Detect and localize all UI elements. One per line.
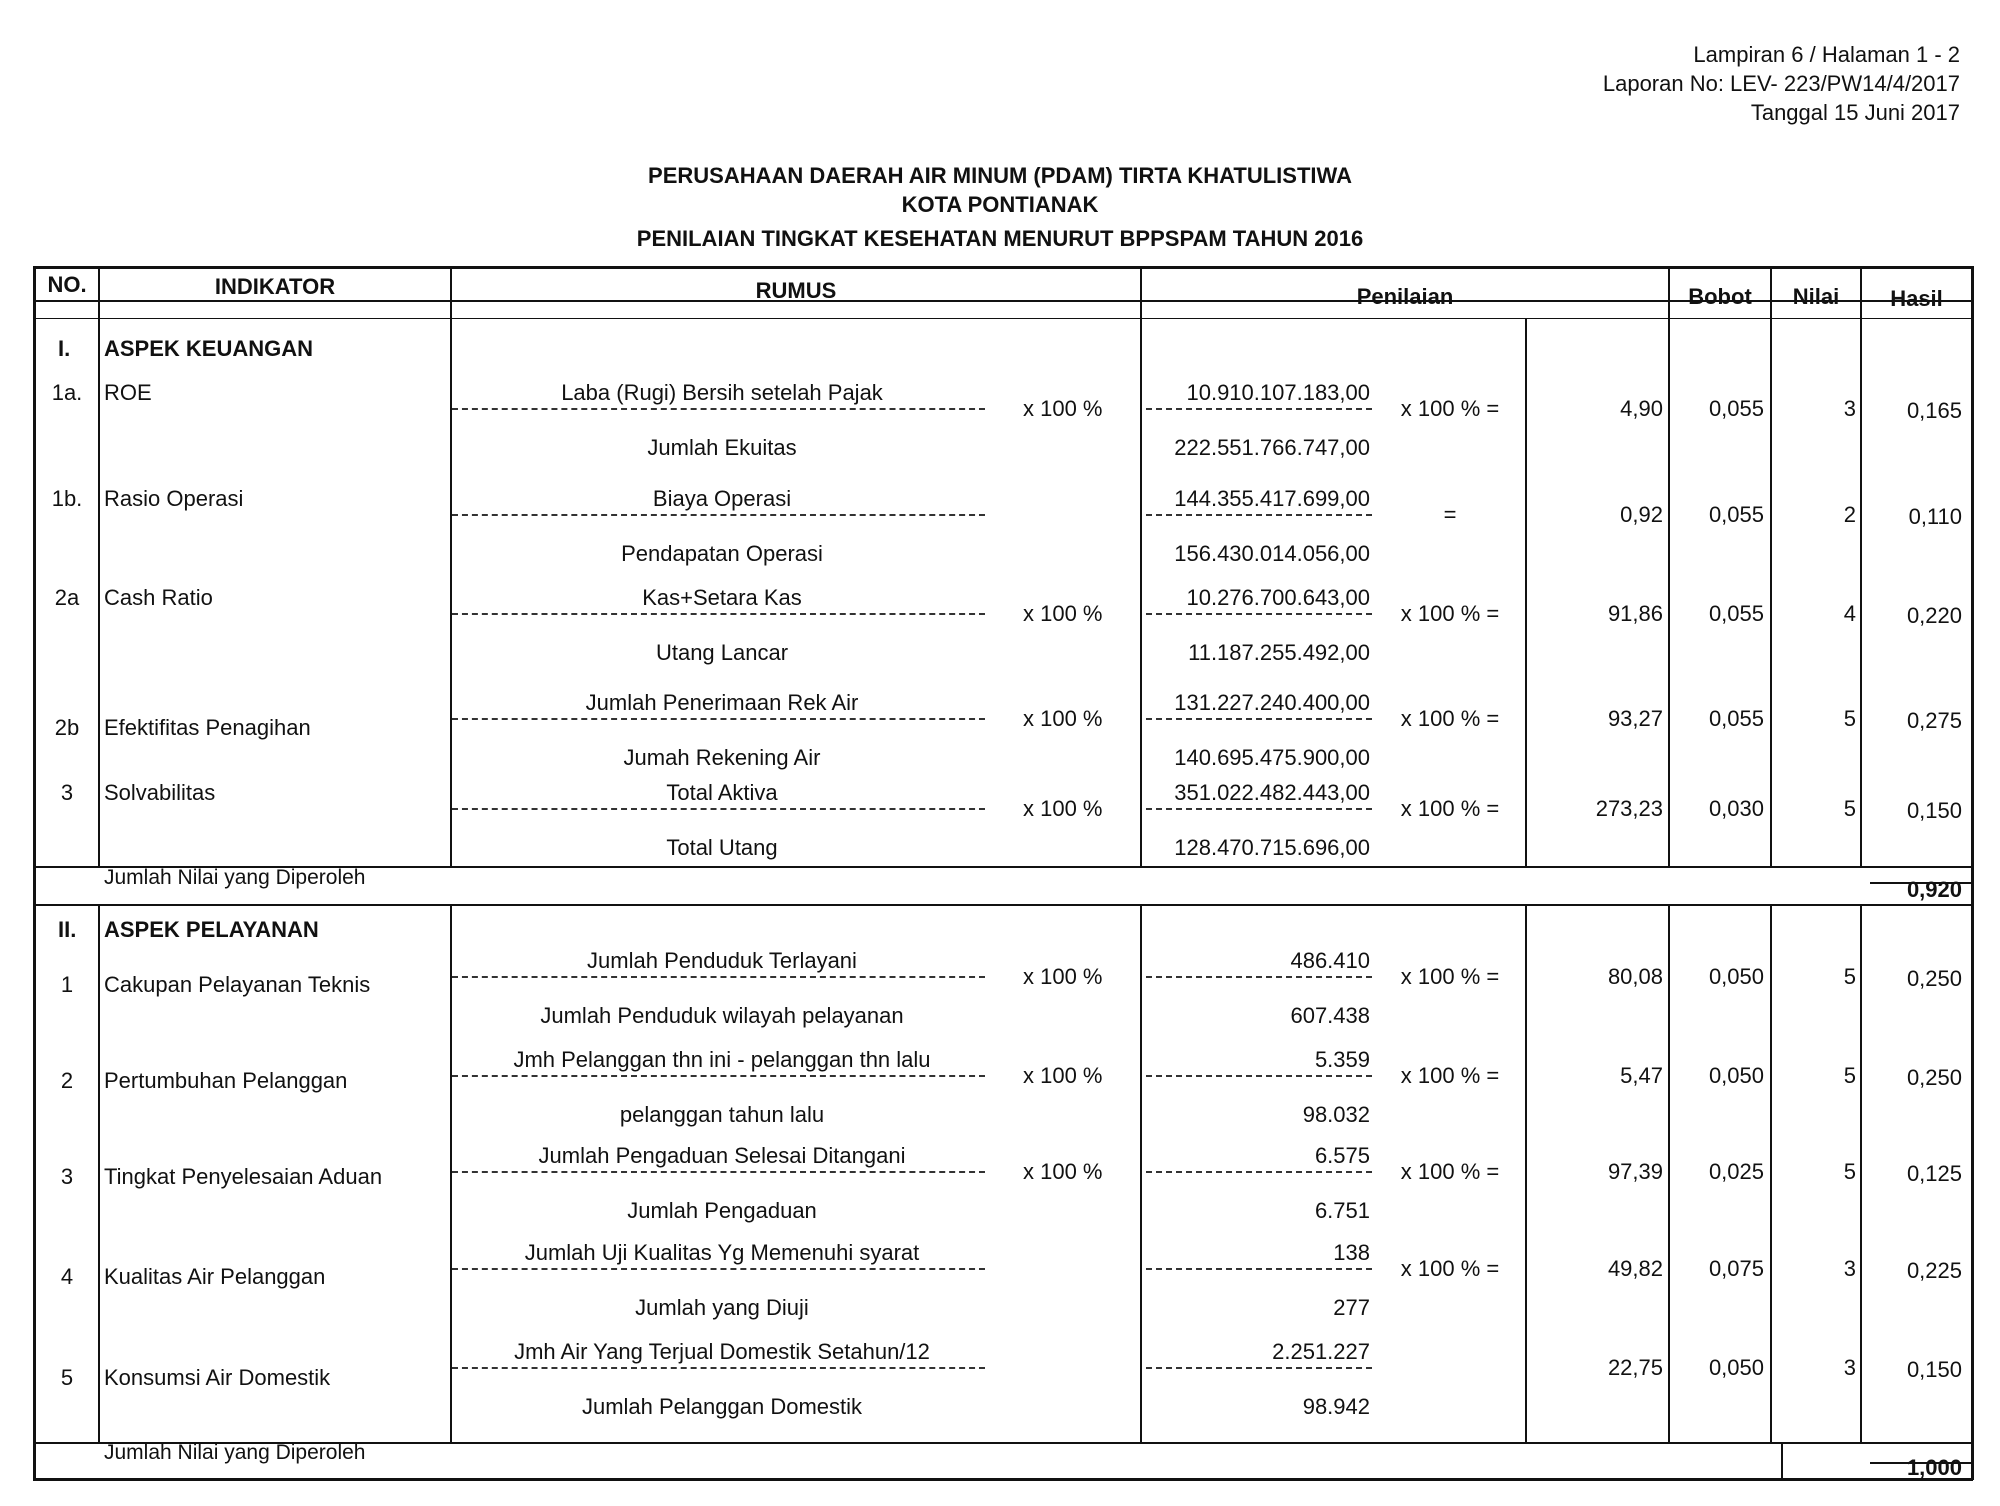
formula-numerator: Total Aktiva [666,780,778,805]
section1-title: ASPEK KEUANGAN [104,336,314,361]
nilai-value: 5 [1843,706,1856,731]
hasil-value: 0,275 [1906,708,1962,733]
hasil-value: 0,250 [1906,1065,1962,1090]
formula-numerator: Kas+Setara Kas [642,585,802,610]
row-number: 2b [54,715,80,740]
formula-multiplier: x 100 % [1023,796,1103,821]
result-value: 91,86 [1607,601,1663,626]
formula-multiplier: x 100 % [1023,1159,1103,1184]
value-denominator: 277 [1333,1295,1370,1320]
value-denominator: 98.942 [1302,1394,1370,1419]
bobot-value: 0,030 [1708,796,1764,821]
value-denominator: 156.430.014.056,00 [1174,541,1370,566]
value-fraction-line [1146,718,1372,720]
result-value: 4,90 [1620,396,1663,421]
result-value: 49,82 [1607,1256,1663,1281]
section2-title: ASPEK PELAYANAN [104,917,319,942]
row-number: 1a. [51,380,83,405]
formula-denominator: Jumlah Pelanggan Domestik [581,1394,863,1419]
section1-number: I. [58,336,71,361]
value-operator: x 100 % = [1400,706,1500,731]
bobot-value: 0,050 [1708,964,1764,989]
formula-fraction-line [452,1268,985,1270]
value-denominator: 98.032 [1302,1102,1370,1127]
value-fraction-line [1146,1367,1372,1369]
value-numerator: 144.355.417.699,00 [1174,486,1370,511]
result-value: 80,08 [1607,964,1663,989]
formula-numerator: Jumlah Uji Kualitas Yg Memenuhi syarat [524,1240,920,1265]
value-fraction-line [1146,1171,1372,1173]
doc-title-company: PERUSAHAAN DAERAH AIR MINUM (PDAM) TIRTA KHATULISTIWA [648,163,1352,188]
formula-multiplier: x 100 % [1023,396,1103,421]
hasil-value: 0,125 [1906,1161,1962,1186]
bobot-value: 0,050 [1708,1063,1764,1088]
nilai-value: 3 [1843,1355,1856,1380]
formula-denominator: Pendapatan Operasi [621,541,823,566]
bobot-value: 0,050 [1708,1355,1764,1380]
nilai-value: 2 [1843,502,1856,527]
formula-denominator: Jumlah Ekuitas [647,435,797,460]
value-denominator: 140.695.475.900,00 [1174,745,1370,770]
bobot-value: 0,075 [1708,1256,1764,1281]
hasil-value: 0,220 [1906,603,1962,628]
formula-numerator: Laba (Rugi) Bersih setelah Pajak [561,380,883,405]
formula-numerator: Jumlah Penerimaan Rek Air [585,690,859,715]
row-number: 2 [60,1068,74,1093]
formula-fraction-line [452,1367,985,1369]
formula-multiplier: x 100 % [1023,706,1103,731]
section2-number: II. [58,917,77,942]
row-number: 5 [60,1365,74,1390]
doc-title-city: KOTA PONTIANAK [901,192,1099,217]
value-numerator: 138 [1333,1240,1370,1265]
col-header-hasil: Hasil [1890,286,1943,311]
value-operator: x 100 % = [1400,1063,1500,1088]
col-header-rumus: RUMUS [755,278,837,303]
value-denominator: 128.470.715.696,00 [1174,835,1370,860]
laporan-number: Laporan No: LEV- 223/PW14/4/2017 [1602,71,1960,96]
hasil-value: 0,150 [1906,798,1962,823]
result-value: 273,23 [1595,796,1663,821]
formula-denominator: Jumlah Pengaduan [627,1198,817,1223]
indicator-name: Konsumsi Air Domestik [104,1365,331,1390]
report-date: Tanggal 15 Juni 2017 [1750,100,1960,125]
formula-denominator: Utang Lancar [655,640,789,665]
row-number: 3 [60,780,74,805]
indicator-name: Cakupan Pelayanan Teknis [104,972,371,997]
value-denominator: 607.438 [1290,1003,1370,1028]
formula-numerator: Jumlah Pengaduan Selesai Ditangani [538,1143,906,1168]
row-number: 1 [60,972,74,997]
bobot-value: 0,055 [1708,706,1764,731]
formula-denominator: Jumlah Penduduk wilayah pelayanan [540,1003,904,1028]
indicator-name: Kualitas Air Pelanggan [104,1264,326,1289]
value-fraction-line [1146,1268,1372,1270]
formula-fraction-line [452,514,985,516]
col-header-indikator: INDIKATOR [214,274,336,299]
indicator-name: Efektifitas Penagihan [104,715,311,740]
formula-fraction-line [452,1075,985,1077]
value-denominator: 11.187.255.492,00 [1188,640,1370,665]
formula-multiplier: x 100 % [1023,1063,1103,1088]
formula-fraction-line [452,613,985,615]
result-value: 0,92 [1620,502,1663,527]
value-numerator: 10.910.107.183,00 [1186,380,1370,405]
lampiran-text: Lampiran 6 / Halaman 1 - 2 [1693,42,1960,67]
value-numerator: 5.359 [1314,1047,1370,1072]
section1-total-label: Jumlah Nilai yang Diperoleh [104,866,366,889]
value-fraction-line [1146,408,1372,410]
nilai-value: 5 [1843,1159,1856,1184]
indicator-name: Cash Ratio [104,585,213,610]
bobot-value: 0,055 [1708,396,1764,421]
indicator-name: Pertumbuhan Pelanggan [104,1068,348,1093]
formula-denominator: pelanggan tahun lalu [619,1102,825,1127]
bobot-value: 0,055 [1708,502,1764,527]
formula-fraction-line [452,808,985,810]
value-fraction-line [1146,808,1372,810]
nilai-value: 3 [1843,396,1856,421]
nilai-value: 3 [1843,1256,1856,1281]
formula-denominator: Total Utang [666,835,778,860]
hasil-value: 0,225 [1906,1258,1962,1283]
nilai-value: 5 [1843,1063,1856,1088]
result-value: 97,39 [1607,1159,1663,1184]
section2-total-value: 1,000 [1906,1455,1962,1480]
indicator-name: Tingkat Penyelesaian Aduan [104,1164,383,1189]
formula-fraction-line [452,718,985,720]
formula-numerator: Jumlah Penduduk Terlayani [587,948,857,973]
bobot-value: 0,025 [1708,1159,1764,1184]
doc-title-assessment: PENILAIAN TINGKAT KESEHATAN MENURUT BPPSPAM TAHUN 2016 [636,226,1364,251]
nilai-value: 5 [1843,796,1856,821]
col-header-penilaian: Penilaian [1356,284,1454,309]
indicator-name: ROE [104,380,152,405]
value-operator: x 100 % = [1400,1159,1500,1184]
formula-multiplier: x 100 % [1023,601,1103,626]
formula-fraction-line [452,1171,985,1173]
value-fraction-line [1146,1075,1372,1077]
row-number: 1b. [51,486,83,511]
value-numerator: 2.251.227 [1272,1339,1370,1364]
value-operator: x 100 % = [1400,796,1500,821]
value-numerator: 486.410 [1290,948,1370,973]
section2-total-label: Jumlah Nilai yang Diperoleh [104,1441,366,1464]
hasil-value: 0,165 [1906,398,1962,423]
col-header-nilai: Nilai [1792,284,1840,309]
hasil-value: 0,150 [1906,1357,1962,1382]
result-value: 5,47 [1620,1063,1663,1088]
row-number: 4 [60,1264,74,1289]
col-header-no: NO. [47,272,87,297]
formula-denominator: Jumah Rekening Air [623,745,821,770]
value-operator: x 100 % = [1400,396,1500,421]
formula-fraction-line [452,408,985,410]
value-fraction-line [1146,514,1372,516]
indicator-name: Solvabilitas [104,780,216,805]
nilai-value: 4 [1843,601,1856,626]
value-operator: x 100 % = [1400,601,1500,626]
value-numerator: 131.227.240.400,00 [1174,690,1370,715]
value-denominator: 6.751 [1314,1198,1370,1223]
indicator-name: Rasio Operasi [104,486,244,511]
value-operator: = [1443,502,1457,527]
result-value: 22,75 [1607,1355,1663,1380]
row-number: 3 [60,1164,74,1189]
hasil-value: 0,110 [1908,504,1962,529]
formula-multiplier: x 100 % [1023,964,1103,989]
bobot-value: 0,055 [1708,601,1764,626]
nilai-value: 5 [1843,964,1856,989]
formula-denominator: Jumlah yang Diuji [635,1295,809,1320]
hasil-value: 0,250 [1906,966,1962,991]
value-numerator: 6.575 [1314,1143,1370,1168]
result-value: 93,27 [1607,706,1663,731]
value-denominator: 222.551.766.747,00 [1174,435,1370,460]
section1-total-value: 0,920 [1906,877,1962,902]
value-operator: x 100 % = [1400,1256,1500,1281]
formula-fraction-line [452,976,985,978]
value-operator: x 100 % = [1400,964,1500,989]
col-header-bobot: Bobot [1688,284,1752,309]
value-fraction-line [1146,976,1372,978]
formula-numerator: Biaya Operasi [652,486,792,511]
value-numerator: 351.022.482.443,00 [1174,780,1370,805]
value-numerator: 10.276.700.643,00 [1186,585,1370,610]
formula-numerator: Jmh Air Yang Terjual Domestik Setahun/12 [514,1339,930,1364]
formula-numerator: Jmh Pelanggan thn ini - pelanggan thn lalu [513,1047,931,1072]
value-fraction-line [1146,613,1372,615]
row-number: 2a [54,585,80,610]
